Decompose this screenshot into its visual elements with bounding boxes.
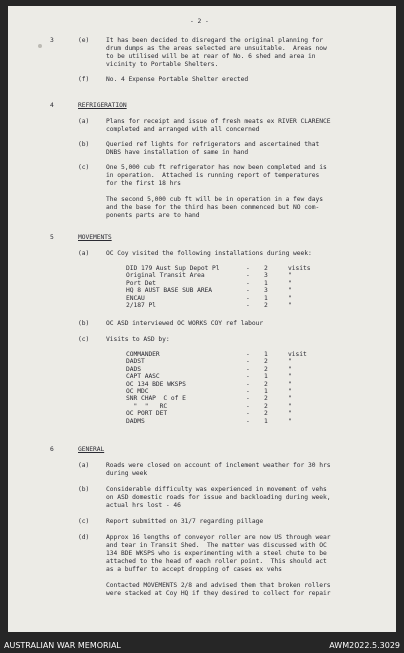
text-line: as a buffer to accept dropping of cases ex vehs [106,566,282,573]
list-item-count: 1 [264,351,268,358]
list-item-unit: " [288,388,292,395]
list-item-count: 2 [264,380,268,388]
list-item-name: OC 134 BDE WKSPS [126,380,186,388]
section-number: 3 [50,37,54,44]
list-item-name: DADST [126,358,145,366]
item-letter: (e) [78,37,90,44]
text-line: and tear in Transit Shed. The matter was discussed with OC [106,542,327,549]
list-item-unit: visits [288,265,311,272]
list-item-count: 2 [264,402,268,410]
list-item-unit: visit [288,351,307,358]
text-line: Queried ref lights for refrigerators and ascertained that [106,141,320,148]
footer-reference: AWM2022.5.3029 [329,641,400,650]
list-item-dash: - [246,272,250,280]
text-line: during week [106,470,148,477]
list-item-name: Original Transit Area [126,272,205,280]
item-letter: (b) [78,320,90,327]
list-item-name: OC MDC [126,388,149,395]
text-line: The second 5,000 cub ft will be in operation in a few days [106,196,323,203]
punch-hole [38,44,42,48]
item-letter: (a) [78,118,90,125]
list-item-unit: " [288,365,292,373]
text-line: completed and arranged with all concerned [106,126,260,133]
text-line: actual hrs lost - 46 [106,502,181,509]
list-item-unit: " [288,380,292,388]
list-item-unit: " [288,358,292,366]
text-line: Report submitted on 31/7 regarding pillage [106,518,264,525]
list-item-name: DADMS [126,417,145,425]
list-item-dash: - [246,351,250,358]
item-letter: (b) [78,141,90,148]
list-item-unit: " [288,287,292,295]
section-number: 5 [50,234,54,241]
item-letter: (d) [78,534,90,541]
text-line: on ASD domestic roads for issue and backloading during week, [106,494,331,501]
list-item-dash: - [246,287,250,295]
text-line: Approx 16 lengths of conveyor roller are now US through wear [106,534,331,541]
list-item-dash: - [246,302,250,309]
list-item-name: OC PORT DET [126,410,168,418]
item-letter: (f) [78,76,90,83]
list-item-count: 2 [264,395,268,403]
text-line: 134 BDE WKSPS who is experimenting with a steel chute to be [106,550,327,557]
list-item-count: 1 [264,373,268,381]
list-item-unit: " [288,410,292,418]
list-item-name: CAPT AASC [126,373,160,381]
text-line: Contacted MOVEMENTS 2/8 and advised them that broken rollers [106,582,331,589]
text-line: drum dumps as the areas selected are unsuitable. Areas now [106,45,327,52]
text-line: It has been decided to disregard the original planning for [106,37,323,44]
list-item-count: 2 [264,410,268,418]
list-item-count: 1 [264,417,268,425]
list-item-dash: - [246,373,250,381]
item-letter: (c) [78,164,90,171]
list-item-dash: - [246,417,250,425]
text-line: vicinity to Portable Shelters. [106,61,219,68]
text-line: for the first 18 hrs [106,180,181,187]
section-number: 6 [50,446,54,453]
text-line: attached to the head of each roller point. This should act [106,558,327,565]
section-heading: MOVEMENTS [78,234,112,241]
section-heading: GENERAL [78,446,105,453]
list-item-count: 1 [264,279,268,287]
text-line: to be utilised will be at rear of No. 6 shed and area in [106,53,316,60]
list-item-dash: - [246,402,250,410]
item-letter: (c) [78,336,90,343]
text-line: OC ASD interviewed OC WORKS COY ref labour [106,320,264,327]
text-line: No. 4 Expense Portable Shelter erected [106,76,249,83]
list-item-dash: - [246,365,250,373]
list-item-count: 2 [264,265,268,272]
archive-footer [0,638,404,653]
list-item-dash: - [246,410,250,418]
item-letter: (b) [78,486,90,493]
list-item-unit: " [288,279,292,287]
list-item-dash: - [246,358,250,366]
text-line: Considerable difficulty was experienced in movement of vehs [106,486,327,493]
list-item-unit: " [288,294,292,302]
list-item-count: 1 [264,294,268,302]
text-line: ponents parts are to hand [106,212,200,219]
list-item-unit: " [288,417,292,425]
list-item-name: DID 179 Aust Sup Depot Pl [126,265,220,272]
list-item-dash: - [246,279,250,287]
text-line: were stacked at Coy HQ if they desired to collect for repair [106,590,331,597]
list-item-dash: - [246,380,250,388]
list-item-dash: - [246,265,250,272]
list-item-name: SNR CHAP C of E [126,395,186,403]
list-item-count: 1 [264,388,268,395]
list-item-name: HQ 8 AUST BASE SUB AREA [126,287,213,295]
list-item-count: 2 [264,365,268,373]
text-line: OC Coy visited the following installations during week: [106,250,312,257]
text-line: DNBS have installation of same in hand [106,149,249,156]
text-line: in operation. Attached is running report of temperatures [106,172,320,179]
text-line: and the base for the third has been commenced but NO com- [106,204,320,211]
list-item-dash: - [246,395,250,403]
list-item-unit: " [288,402,292,410]
list-item-dash: - [246,294,250,302]
list-item-unit: " [288,373,292,381]
list-item-count: 3 [264,287,268,295]
list-item-dash: - [246,388,250,395]
section-number: 4 [50,102,54,109]
list-item-name: Port Det [126,279,156,287]
text-line: One 5,000 cub ft refrigerator has now been completed and is [106,164,327,171]
page-number: - 2 - [190,18,209,25]
list-item-count: 2 [264,302,268,309]
list-item-unit: " [288,272,292,280]
text-line: Roads were closed on account of inclement weather for 30 hrs [106,462,331,469]
list-item-unit: " [288,302,292,309]
footer-source: AUSTRALIAN WAR MEMORIAL [4,641,121,650]
document-page [8,6,396,632]
list-item-count: 3 [264,272,268,280]
text-line: Plans for receipt and issue of fresh meats ex RIVER CLARENCE [106,118,331,125]
list-item-name: DADS [126,365,141,373]
item-letter: (c) [78,518,90,525]
text-line: Visits to ASD by: [106,336,170,343]
item-letter: (a) [78,250,90,257]
section-heading: REFRIGERATION [78,102,127,109]
list-item-unit: " [288,395,292,403]
list-item-name: ENCAU [126,294,145,302]
list-item-name: COMMANDER [126,351,160,358]
list-item-name: 2/187 Pl [126,302,156,309]
list-item-count: 2 [264,358,268,366]
item-letter: (a) [78,462,90,469]
list-item-name: " " RC [126,402,168,410]
